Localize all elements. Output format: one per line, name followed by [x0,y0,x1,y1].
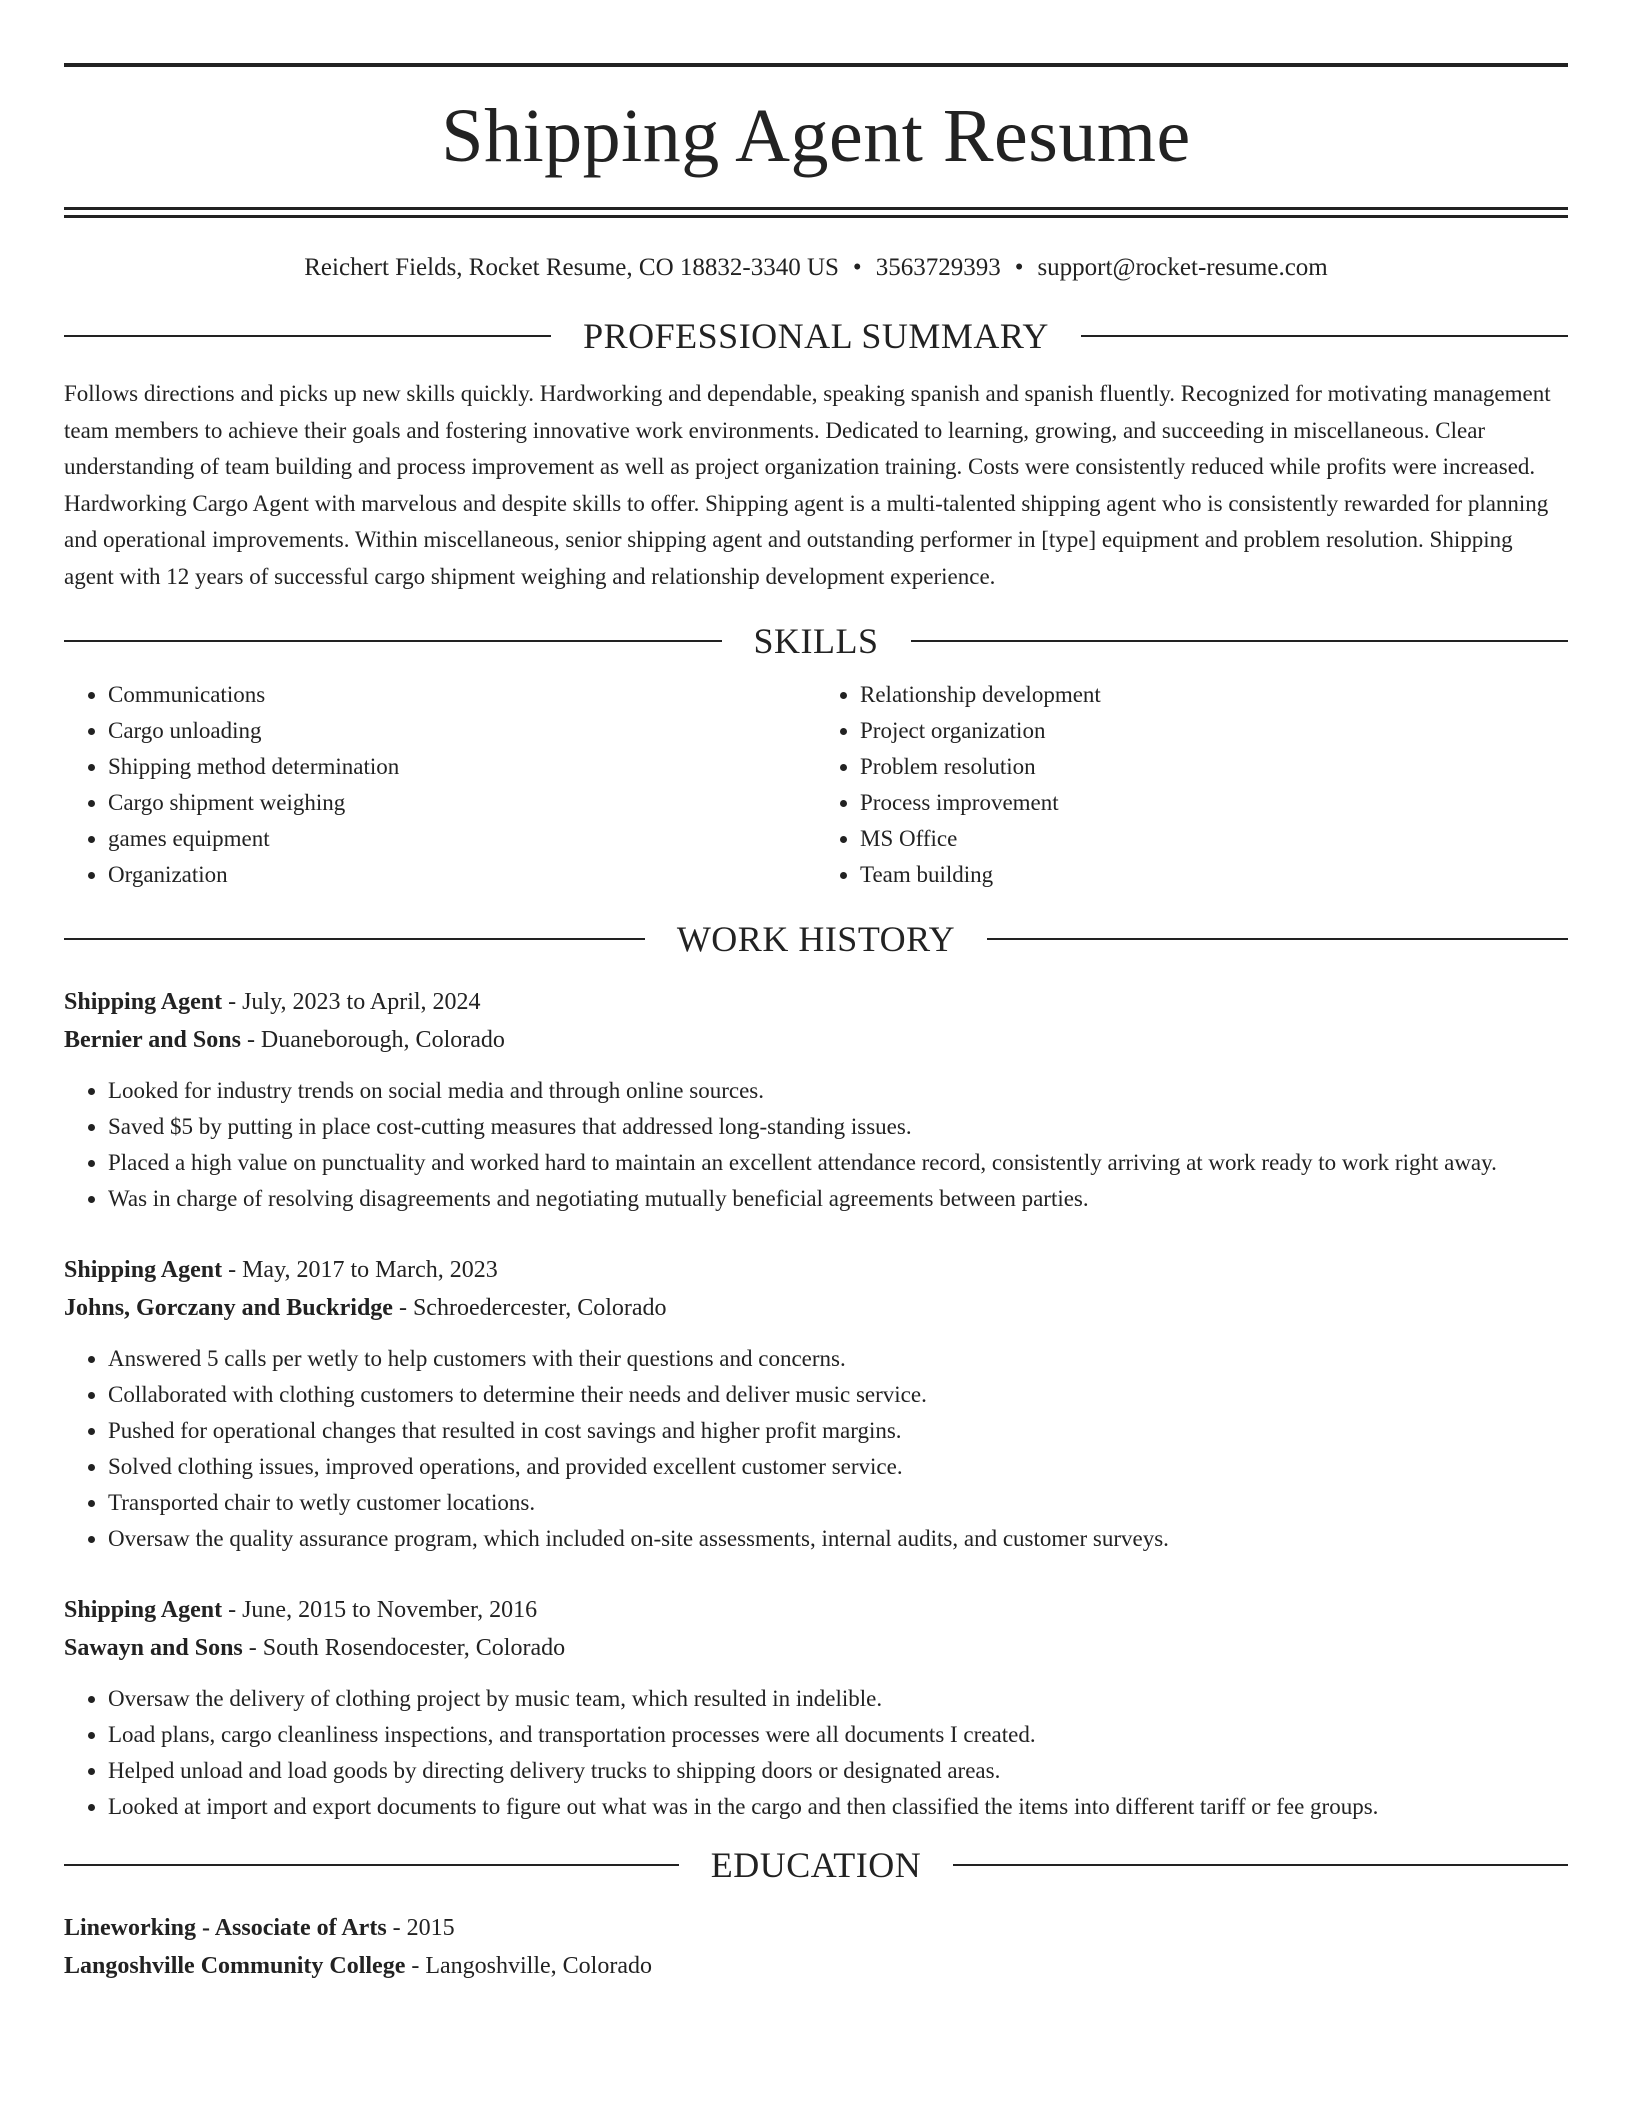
job-title: Shipping Agent [64,1597,223,1623]
heading-rule-left [64,640,722,642]
skills-column-left [64,677,816,893]
education-degree-line [64,1909,1568,1947]
title-block [64,63,1568,207]
job-company-line [64,1021,1568,1059]
job-title: Shipping Agent [64,1257,223,1283]
heading-rule-right [987,938,1568,940]
job-company-line [64,1289,1568,1327]
resume-page [64,0,1568,1985]
skill-item: • Team building [860,857,1568,893]
heading-rule-left [64,938,645,940]
job-bullet: • Pushed for operational changes that resulted in cost savings and higher profit margins. [108,1413,1568,1449]
job-title-line [64,1591,1568,1629]
job-bullets [64,1681,1568,1825]
contact-email: support@rocket-resume.com [1037,254,1328,281]
job-bullet: • Transported chair to wetly customer locations. [108,1485,1568,1521]
job-location: - Duaneborough, Colorado [240,1027,505,1053]
job-title-line [64,1251,1568,1289]
job-bullet: • Looked for industry trends on social media and through online sources. [108,1073,1568,1109]
work-section-heading [64,917,1568,961]
job-bullet: • Oversaw the delivery of clothing project by music team, which resulted in indelible. [108,1681,1568,1717]
skill-item: • Cargo shipment weighing [108,785,816,821]
skills-column-right [816,677,1568,893]
education-degree: Lineworking - Associate of Arts [64,1915,387,1941]
skills-section-heading [64,619,1568,663]
education-location: - Langoshville, Colorado [405,1953,652,1979]
education-entry [64,1909,1568,1985]
job-bullet: • Saved $5 by putting in place cost-cutting measures that addressed long-standing issues. [108,1109,1568,1145]
heading-rule-right [911,640,1569,642]
job-bullet: • Looked at import and export documents to figure out what was in the cargo and then classified the items into different tariff or fee groups. [108,1789,1568,1825]
contact-separator: • [852,254,862,281]
work-heading: WORK HISTORY [676,919,956,959]
heading-rule-right [953,1864,1568,1866]
skill-item: • Communications [108,677,816,713]
job-entry [64,983,1568,1217]
job-bullets [64,1073,1568,1217]
title-double-rule [64,207,1568,218]
job-company: Johns, Gorczany and Buckridge [64,1295,393,1321]
job-entry [64,1251,1568,1557]
skill-item: • MS Office [860,821,1568,857]
job-entry [64,1591,1568,1825]
job-bullet: • Oversaw the quality assurance program, which included on-site assessments, internal audits, and customer surveys. [108,1521,1568,1557]
skill-item: • Problem resolution [860,749,1568,785]
skill-item: • Cargo unloading [108,713,816,749]
summary-section-heading [64,314,1568,358]
job-title-line [64,983,1568,1021]
skill-item: • Shipping method determination [108,749,816,785]
contact-address: Reichert Fields, Rocket Resume, CO 18832-3340 US [304,254,839,281]
job-dates: - July, 2023 to April, 2024 [222,989,481,1015]
skill-item: • Process improvement [860,785,1568,821]
education-heading: EDUCATION [710,1845,922,1885]
skill-item: • games equipment [108,821,816,857]
job-bullet: • Solved clothing issues, improved operations, and provided excellent customer service. [108,1449,1568,1485]
education-year: - 2015 [386,1915,455,1941]
job-company: Sawayn and Sons [64,1635,243,1661]
skills-list [64,677,1568,893]
skills-heading: SKILLS [753,621,879,661]
job-company: Bernier and Sons [64,1027,241,1053]
skill-item: • Relationship development [860,677,1568,713]
job-dates: - June, 2015 to November, 2016 [222,1597,538,1623]
heading-rule-left [64,335,551,337]
job-location: - Schroedercester, Colorado [392,1295,667,1321]
resume-title: Shipping Agent Resume [441,94,1191,178]
heading-rule-right [1081,335,1568,337]
job-dates: - May, 2017 to March, 2023 [222,1257,498,1283]
job-bullet: • Placed a high value on punctuality and worked hard to maintain an excellent attendance record, consistently arriving at work ready to work right away. [108,1145,1568,1181]
job-location: - South Rosendocester, Colorado [242,1635,566,1661]
job-company-line [64,1629,1568,1667]
job-bullet: • Answered 5 calls per wetly to help customers with their questions and concerns. [108,1341,1568,1377]
job-bullet: • Load plans, cargo cleanliness inspections, and transportation processes were all documents I created. [108,1717,1568,1753]
education-school-line [64,1947,1568,1985]
job-bullet: • Was in charge of resolving disagreements and negotiating mutually beneficial agreements between parties. [108,1181,1568,1217]
education-section-heading [64,1843,1568,1887]
heading-rule-left [64,1864,679,1866]
job-bullet: • Collaborated with clothing customers to determine their needs and deliver music service. [108,1377,1568,1413]
job-bullet: • Helped unload and load goods by directing delivery trucks to shipping doors or designated areas. [108,1753,1568,1789]
contact-line [64,252,1568,284]
education-school: Langoshville Community College [64,1953,406,1979]
summary-text: Follows directions and picks up new skills quickly. Hardworking and dependable, speaking spanish and spanish fluently. Recognized for motivating management team members to achieve their goals and fostering innovative work environments. Dedicated to learning, growing, and succeeding in miscellaneous. Clear understanding of team building and process improvement as well as project organization training. Costs were consistently reduced while profits were increased. Hardworking Cargo Agent with marvelous and despite skills to offer. Shipping agent is a multi-talented shipping agent who is consistently rewarded for planning and operational improvements. Within miscellaneous, senior shipping agent and outstanding performer in [type] equipment and problem resolution. Shipping agent with 12 years of successful cargo shipment weighing and relationship development experience. [64,381,1551,589]
job-title: Shipping Agent [64,989,223,1015]
contact-phone: 3563729393 [875,254,1001,281]
skill-item: • Organization [108,857,816,893]
summary-heading: PROFESSIONAL SUMMARY [583,316,1049,356]
job-bullets [64,1341,1568,1557]
skill-item: • Project organization [860,713,1568,749]
contact-separator: • [1014,254,1024,281]
